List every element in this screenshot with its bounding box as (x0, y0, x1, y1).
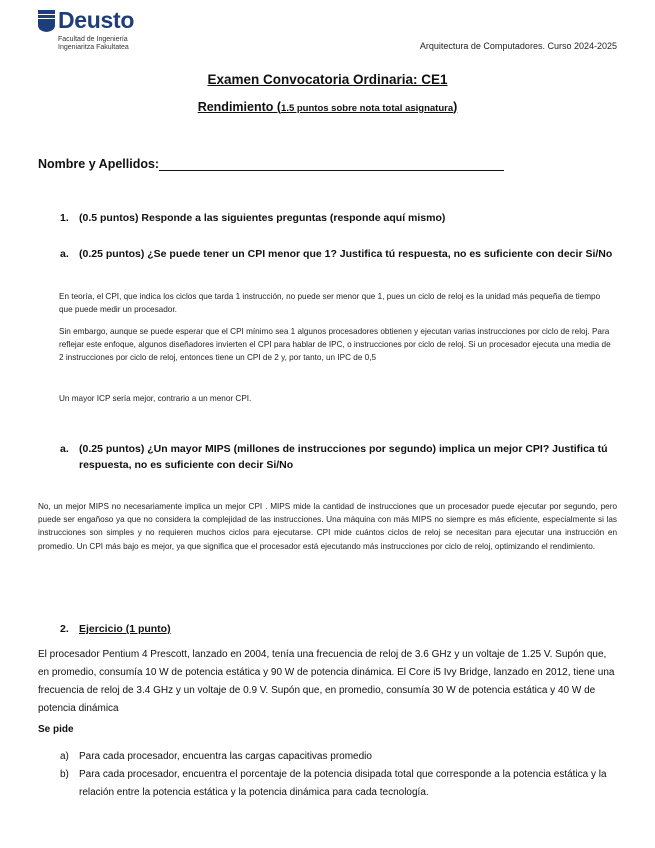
question-2-number: 2. (60, 623, 69, 635)
answer-1b-paragraph: No, un mejor MIPS no necesariamente implica un mejor CPI . MIPS mide la cantidad de instrucciones que un procesador puede ejecutar por segundo, pero puede ser engañoso ya que no considera la complejidad de las instrucciones. Una máquina con más MIPS no siempre es más eficiente, especialmente si las instrucciones son simples y no requieren muchos ciclos para ejecutarse. CPI mide cuántos ciclos de reloj se necesitan para ejecutar una instrucción en promedio. Un CPI más bajo es mejor, ya que significa que el procesador está ejecutando más instrucciones por ciclo de reloj, optimizando el rendimiento. (38, 502, 617, 551)
subtitle-close: ) (453, 100, 458, 114)
name-label: Nombre y Apellidos: (38, 157, 160, 171)
question-1b-text: (0.25 puntos) ¿Un mayor MIPS (millones de instrucciones por segundo) implica un mejor CPI? Justifica tú respuesta, no es suficiente con decir Si/No (79, 443, 608, 471)
name-field (38, 156, 504, 171)
logo-name: Deusto (58, 7, 135, 33)
university-logo (38, 7, 158, 54)
question-2-title: Ejercicio (1 punto) (79, 623, 171, 635)
task-item-a-text: Para cada procesador, encuentra las cargas capacitivas promedio (79, 751, 372, 762)
question-1-number: 1. (60, 212, 69, 224)
answer-1a-paragraph-3: Un mayor ICP sería mejor, contrario a un menor CPI. (59, 394, 252, 403)
deusto-shield-icon (38, 10, 55, 32)
task-item-b-text: Para cada procesador, encuentra el porcentaje de la potencia disipada total que corresponde a la potencia estática y la relación entre la potencia estática y la potencia dinámica para cada tecnología. (79, 769, 607, 798)
task-item-a (60, 748, 618, 766)
question-1b-label: a. (60, 443, 69, 455)
exam-subtitle (0, 100, 655, 114)
question-1a-label: a. (60, 248, 69, 260)
answer-1a-paragraph-2: Sin embargo, aunque se puede esperar que el CPI mínimo sea 1 algunos procesadores obtienen y ejecutan varias instrucciones por ciclo de reloj. Para reflejar este enfoque, algunos diseñadores invierten el CPI para hablar de IPC, o instrucciones por ciclo de reloj. Si un procesador ejecuta una media de 2 instrucciones por ciclo de reloj, entonces tiene un CPI de 2 y, por tanto, un IPC de 0,5 (59, 327, 611, 363)
question-1b (60, 441, 620, 473)
subtitle-main: Rendimiento ( (197, 100, 282, 114)
question-1-text: (0.5 puntos) Responde a las siguientes preguntas (responde aquí mismo) (79, 212, 446, 224)
logo-subtitle-2: Ingeniaritza Fakultatea (58, 44, 129, 51)
se-pide-heading: Se pide (38, 724, 74, 735)
task-item-a-label: a) (60, 751, 69, 762)
question-1a (60, 246, 620, 262)
question-2-statement: El procesador Pentium 4 Prescott, lanzado en 2004, tenía una frecuencia de reloj de 3.6 GHz y un voltaje de 1.25 V. Supón que, en promedio, consumía 10 W de potencia estática y 90 W de potencia dinámica. El Core i5 Ivy Bridge, lanzado en 2012, tiene una frecuencia de reloj de 3.4 GHz y un voltaje de 0.9 V. Supón que, en promedio, consumía 30 W de potencia estática y 40 W de potencia dinámica (38, 649, 615, 714)
exam-title: Examen Convocatoria Ordinaria: CE1 (207, 72, 448, 87)
question-1a-text: (0.25 puntos) ¿Se puede tener un CPI menor que 1? Justifica tú respuesta, no es suficiente con decir Si/No (79, 248, 613, 260)
answer-1a-paragraph-1: En teoría, el CPI, que indica los ciclos que tarda 1 instrucción, no puede ser menor que 1, pues un ciclo de reloj es la unidad más pequeña de tiempo que puede medir un procesador. (59, 292, 601, 315)
subtitle-points: 1.5 puntos sobre nota total asignatura (281, 103, 454, 114)
logo-subtitle-1: Facultad de Ingeniería (58, 36, 128, 43)
course-header: Arquitectura de Computadores. Curso 2024-2025 (419, 41, 617, 51)
task-item-b-label: b) (60, 769, 69, 780)
name-blank-line[interactable] (159, 156, 504, 171)
task-item-b (60, 766, 618, 802)
